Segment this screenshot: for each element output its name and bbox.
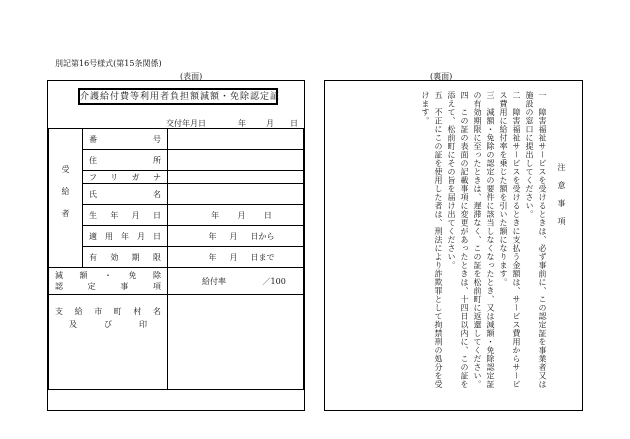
- birth-day: 日: [263, 210, 272, 220]
- table-row: [49, 247, 304, 268]
- form-number-label: 別記第16号様式(第15条関係): [55, 59, 162, 68]
- reduction-label-line1: 減額・免除: [55, 271, 161, 280]
- issue-date-year: 年: [238, 119, 246, 128]
- effective-year: 年: [208, 231, 217, 241]
- table-row: [49, 226, 304, 247]
- furigana-label: フリガナ: [83, 171, 168, 184]
- address-value[interactable]: [168, 150, 304, 171]
- furigana-value[interactable]: [168, 171, 304, 184]
- issuer-value[interactable]: [168, 295, 304, 390]
- note-item-1: 一 障害福祉サービスを受けるときは、必ず事前に、この認定証を事業者又は施設の窓口に提出してください。: [525, 91, 547, 389]
- front-side-label: (表面): [180, 72, 203, 81]
- table-row: [49, 129, 304, 150]
- issue-date-day: 日: [290, 119, 298, 128]
- table-row: [49, 205, 304, 226]
- effective-month: 月: [229, 231, 238, 241]
- table-row: [49, 150, 304, 171]
- table-row: [49, 184, 304, 205]
- birthdate-label: 生年月日: [83, 205, 168, 226]
- note-item-3: 三 減額・免除の認定の要件に該当しなくなったとき、又は減額・免除認定証の有効期限に至ったときは、遅滞なく、この証を松前町に返還してください。: [473, 91, 495, 389]
- name-value[interactable]: [168, 184, 304, 205]
- benefit-rate-value: ／100: [262, 276, 286, 286]
- issuer-label-line1: 支給市町村名: [55, 307, 161, 316]
- effective-day: 日から: [250, 231, 275, 241]
- notes-title: 注意事項: [557, 163, 566, 235]
- reduction-value[interactable]: [168, 268, 304, 295]
- note-item-2: 二 障害福祉サービスを受けるときに支払う金額は、サービス費用からサービス費用に給付率を乗じた額を引いた額になります。: [499, 91, 521, 389]
- table-row: [49, 171, 304, 184]
- benefit-rate-label: 給付率: [202, 276, 226, 286]
- table-row: [49, 295, 304, 390]
- expiry-year: 年: [208, 252, 217, 262]
- issuer-label-line2: 及び印: [69, 320, 147, 329]
- note-item-4: 四 この証の表面の記載事項に変更があったときは、十四日以内に、この証を添えて、松前町にその旨を届け出てください。: [447, 91, 469, 389]
- issue-date-label: 交付年月日: [166, 119, 206, 128]
- recipient-table: [48, 128, 304, 390]
- name-label: 氏 名: [83, 184, 168, 205]
- birth-year: 年: [211, 210, 220, 220]
- front-card: [47, 80, 305, 411]
- back-side-label: (裏面): [430, 72, 453, 81]
- effective-date-value[interactable]: [168, 226, 304, 247]
- effective-date-label: 適用年月日: [83, 226, 168, 247]
- address-label: 住 所: [83, 150, 168, 171]
- reduction-label: [49, 268, 168, 295]
- recipient-side-label: 受給者: [49, 129, 83, 268]
- certificate-title: 介護給付費等利用者負担額減額・免除認定証: [78, 88, 278, 105]
- table-row: [49, 268, 304, 295]
- number-value[interactable]: [168, 129, 304, 150]
- issuer-label: [49, 295, 168, 390]
- back-card: [324, 80, 583, 411]
- expiry-value[interactable]: [168, 247, 304, 268]
- expiry-month: 月: [229, 252, 238, 262]
- reduction-label-line2: 認定事項: [55, 282, 161, 291]
- expiry-label: 有効期限: [83, 247, 168, 268]
- number-label: 番 号: [83, 129, 168, 150]
- notes-column: [419, 91, 568, 391]
- issue-date-month: 月: [266, 119, 274, 128]
- expiry-day: 日まで: [250, 252, 275, 262]
- birth-month: 月: [237, 210, 246, 220]
- note-item-5: 五 不正にこの証を使用した者は、刑法により詐欺罪として拘禁刑の処分を受けます。: [421, 91, 443, 389]
- birthdate-value[interactable]: [168, 205, 304, 226]
